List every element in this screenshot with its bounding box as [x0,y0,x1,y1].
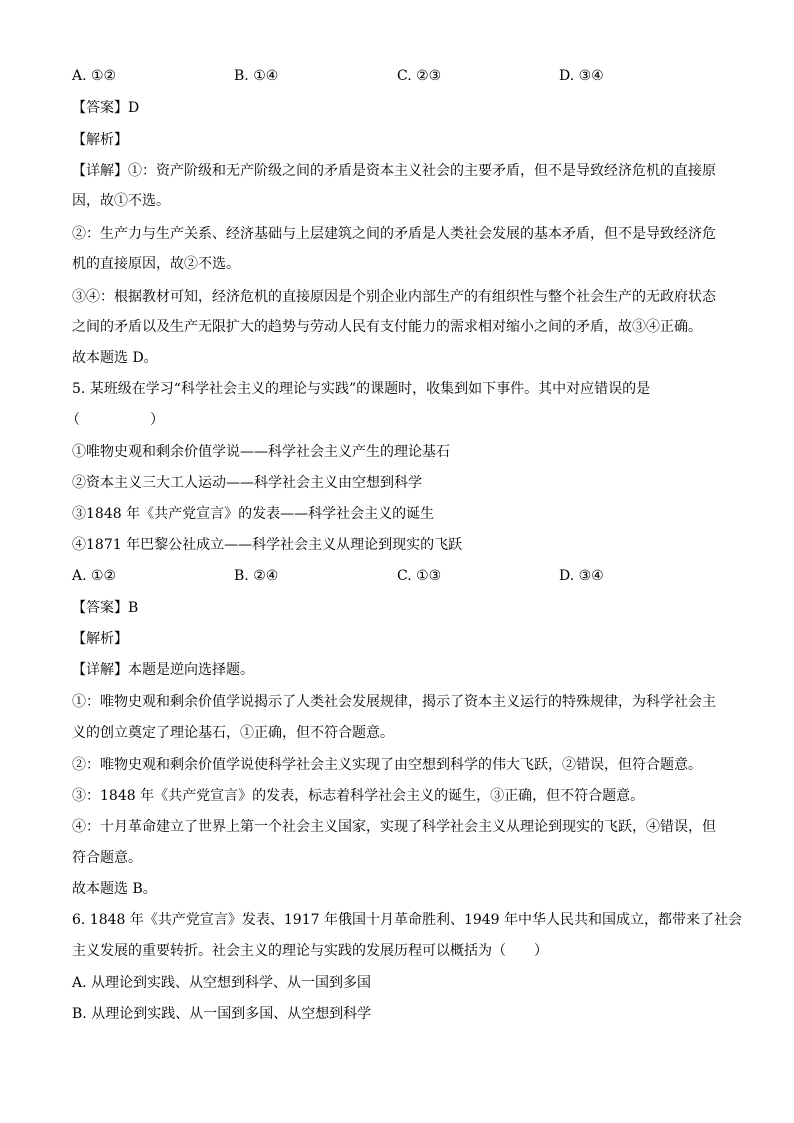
q4-answer: 【答案】D [72,100,140,116]
q5-option-a: A. ①② [72,568,117,584]
q5-option-c: C. ①③ [397,568,442,584]
q5-detail-line-1: 【详解】本题是逆向选择题。 [72,662,254,678]
q5-answer: 【答案】B [72,600,139,616]
q5-analysis-label: 【解析】 [72,631,128,647]
q4-detail-line-6: 之间的矛盾以及生产无限扩大的趋势与劳动人民有支付能力的需求相对缩小之间的矛盾，故③④正确。 [72,319,702,335]
q5-item-3: ③1848 年《共产党宣言》的发表——科学社会主义的诞生 [72,506,435,522]
q4-detail-line-2: 因，故①不选。 [72,193,170,209]
q5-item-1: ①唯物史观和剩余价值学说——科学社会主义产生的理论基石 [72,444,450,460]
q6-option-a: A. 从理论到实践、从空想到科学、从一国到多国 [72,975,372,991]
q5-detail-line-6: ④：十月革命建立了世界上第一个社会主义国家，实现了科学社会主义从理论到现实的飞跃，④错误，但 [72,819,716,835]
q4-option-d: D. ③④ [559,68,604,84]
q5-detail-line-7: 符合题意。 [72,850,142,866]
q6-stem-line-2: 主义发展的重要转折。社会主义的理论与实践的发展历程可以概括为（ ） [72,943,548,959]
q4-analysis-label: 【解析】 [72,132,128,148]
q4-detail-line-3: ②：生产力与生产关系、经济基础与上层建筑之间的矛盾是人类社会发展的基本矛盾，但不是导致经济危 [72,226,716,242]
q4-detail-line-7: 故本题选 D。 [72,350,158,366]
q4-detail-line-4: 机的直接原因，故②不选。 [72,256,240,272]
q6-option-b: B. 从理论到实践、从一国到多国、从空想到科学 [72,1006,372,1022]
q5-detail-line-2: ①：唯物史观和剩余价值学说揭示了人类社会发展规律，揭示了资本主义运行的特殊规律，为科学社会主 [72,694,716,710]
q5-option-b: B. ②④ [234,568,279,584]
q4-option-a: A. ①② [72,68,117,84]
q5-detail-line-3: 义的创立奠定了理论基石，①正确，但不符合题意。 [72,725,394,741]
q4-option-b: B. ①④ [234,68,279,84]
q5-detail-line-8: 故本题选 B。 [72,881,157,897]
q6-stem-line-1: 6. 1848 年《共产党宣言》发表、1917 年俄国十月革命胜利、1949 年中华人民共和国成立，都带来了社会 [72,912,743,928]
q5-item-4: ④1871 年巴黎公社成立——科学社会主义从理论到现实的飞跃 [72,537,463,553]
q4-detail-line-5: ③④：根据教材可知，经济危机的直接原因是个别企业内部生产的有组织性与整个社会生产的无政府状态 [72,289,716,305]
q5-item-2: ②资本主义三大工人运动——科学社会主义由空想到科学 [72,475,422,491]
q4-detail-line-1: 【详解】①：资产阶级和无产阶级之间的矛盾是资本主义社会的主要矛盾，但不是导致经济危机的直接原 [72,163,716,179]
q5-detail-line-4: ②：唯物史观和剩余价值学说使科学社会主义实现了由空想到科学的伟大飞跃，②错误，但符合题意。 [72,757,702,773]
q5-stem-line-2: （ ） [66,412,164,428]
q5-detail-line-5: ③：1848 年《共产党宣言》的发表，标志着科学社会主义的诞生，③正确，但不符合题意。 [72,788,645,804]
q5-option-d: D. ③④ [559,568,604,584]
q5-stem-line-1: 5. 某班级在学习“科学社会主义的理论与实践”的课题时，收集到如下事件。其中对应错误的是 [72,381,651,397]
q4-option-c: C. ②③ [397,68,442,84]
q4-options [72,67,722,85]
q5-options [72,567,722,585]
